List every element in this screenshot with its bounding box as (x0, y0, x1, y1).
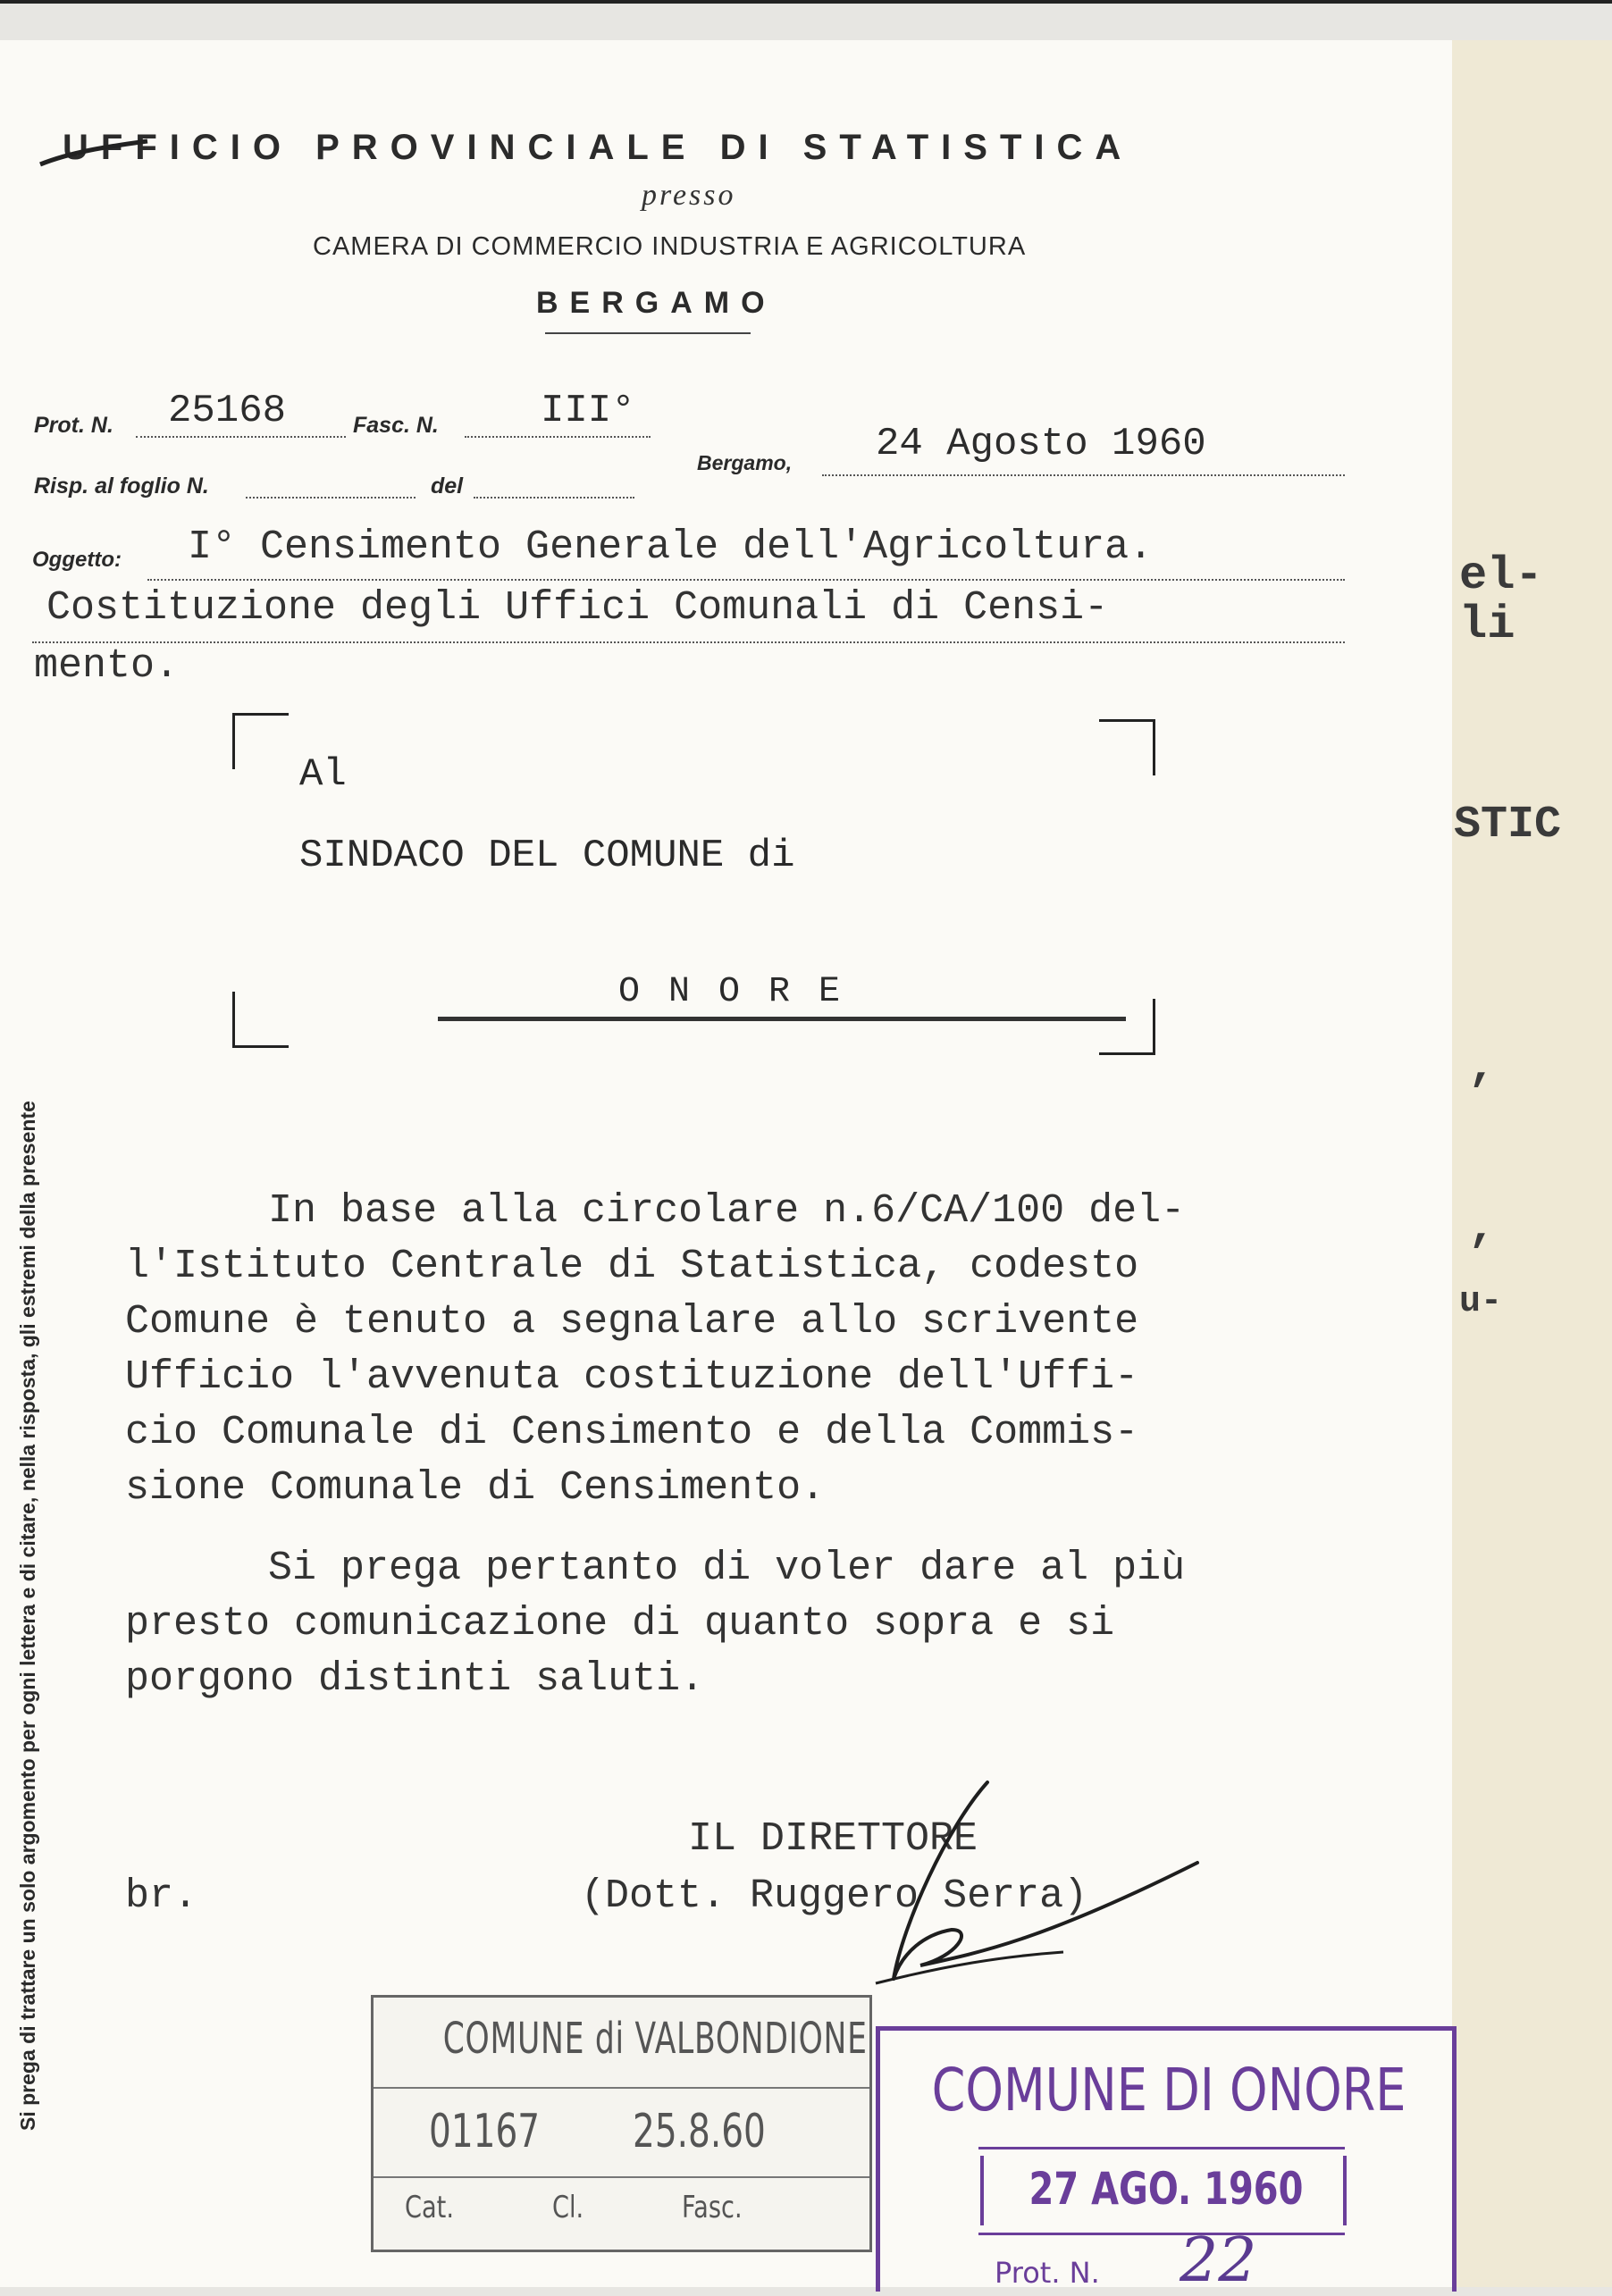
subject-line: I° Censimento Generale dell'Agricoltura. (188, 524, 1154, 570)
stamp-gray-number: 01167 (429, 2105, 541, 2158)
stamp-valbondione (371, 1995, 872, 2252)
bracket-top-right (1099, 719, 1155, 775)
fasc-dotline (465, 436, 651, 438)
letterhead-chamber: CAMERA DI COMMERCIO INDUSTRIA E AGRICOLTURA (313, 232, 1027, 261)
bracket-bottom-left (232, 992, 289, 1048)
stamp-purple-prot-value: 22 (1180, 2225, 1257, 2296)
risp-label: Risp. al foglio N. (34, 473, 209, 499)
date-value: 24 Agosto 1960 (876, 422, 1206, 466)
prot-label: Prot. N. (34, 413, 113, 438)
city-underline (545, 332, 751, 334)
stamp-gray-date: 25.8.60 (633, 2105, 766, 2158)
handwritten-signature (768, 1773, 1215, 1997)
body-line: l'Istituto Centrale di Statistica, codesto (125, 1244, 1139, 1289)
place-label: Bergamo, (697, 451, 793, 474)
stamp-purple-prot-label: Prot. N. (995, 2256, 1100, 2290)
strike-mark (36, 134, 152, 170)
date-dotline (822, 474, 1345, 476)
bracket-top-left (232, 713, 289, 769)
oggetto-label: Oggetto: (32, 548, 122, 572)
stamp-purple-bar (980, 2156, 984, 2225)
address-underline (438, 1017, 1126, 1021)
stamp-purple-bar (1343, 2156, 1347, 2225)
side-note: Si prega di trattare un solo argomento per ogni lettera e di citare, nella risposta, gli estremi della presente (16, 1101, 39, 2131)
signature-title: IL DIRETTORE (688, 1816, 978, 1862)
back-fragment: , (1468, 1202, 1497, 1254)
back-fragment: , (1468, 1041, 1497, 1094)
prot-value: 25168 (168, 389, 287, 433)
del-dotline (474, 497, 634, 499)
top-border (0, 0, 1612, 4)
address-sindaco: SINDACO DEL COMUNE di (299, 834, 795, 878)
stamp-gray-header: COMUNE di VALBONDIONE (442, 2014, 868, 2064)
stamp-purple-divider (978, 2233, 1345, 2235)
body-line: Si prega pertanto di voler dare al più (268, 1546, 1186, 1591)
del-label: del (431, 473, 464, 499)
address-al: Al (299, 752, 347, 797)
body-line: presto comunicazione di quanto sopra e si (125, 1601, 1115, 1647)
typist-initials: br. (125, 1873, 198, 1919)
stamp-gray-cat: Cat. (405, 2190, 454, 2225)
body-line: Comune è tenuto a segnalare allo scrivente (125, 1299, 1139, 1345)
prot-dotline (136, 436, 346, 438)
back-fragment: STIC (1454, 800, 1562, 851)
signature-name: (Dott. Ruggero Serra) (581, 1873, 1088, 1919)
subject-dotline (147, 579, 1345, 581)
subject-line: Costituzione degli Uffici Comunali di Censi- (46, 585, 1109, 631)
bracket-bottom-right (1099, 999, 1155, 1055)
stamp-gray-divider (374, 2087, 869, 2089)
subject-dotline (32, 641, 1345, 643)
back-fragment: u- (1459, 1282, 1503, 1322)
stamp-gray-divider (374, 2176, 869, 2178)
body-line: In base alla circolare n.6/CA/100 del- (268, 1188, 1186, 1234)
subject-line: mento. (34, 643, 180, 689)
body-line: cio Comunale di Censimento e della Commis- (125, 1410, 1139, 1455)
address-comune: O N O R E (618, 972, 844, 1012)
stamp-purple-date: 27 AGO. 1960 (1028, 2163, 1304, 2215)
back-fragment: el- (1459, 549, 1543, 602)
stamp-onore (876, 2026, 1457, 2296)
body-line: sione Comunale di Censimento. (125, 1465, 826, 1511)
back-fragment: li (1459, 599, 1515, 651)
risp-dotline (246, 497, 416, 499)
fasc-value: III° (541, 389, 635, 433)
letterhead-city: BERGAMO (536, 286, 777, 320)
letterhead-office: UFFICIO PROVINCIALE DI STATISTICA (63, 128, 1134, 167)
stamp-purple-divider (978, 2147, 1345, 2149)
stamp-purple-header: COMUNE DI ONORE (931, 2056, 1406, 2124)
body-line: Ufficio l'avvenuta costituzione dell'Uffi- (125, 1354, 1139, 1400)
back-sheet (1452, 40, 1612, 2287)
stamp-gray-cl: Cl. (552, 2190, 584, 2225)
body-line: porgono distinti saluti. (125, 1656, 705, 1702)
fasc-label: Fasc. N. (353, 413, 439, 438)
letter-page (0, 40, 1452, 2287)
stamp-gray-fasc: Fasc. (682, 2190, 743, 2225)
letterhead-presso: presso (642, 179, 736, 212)
